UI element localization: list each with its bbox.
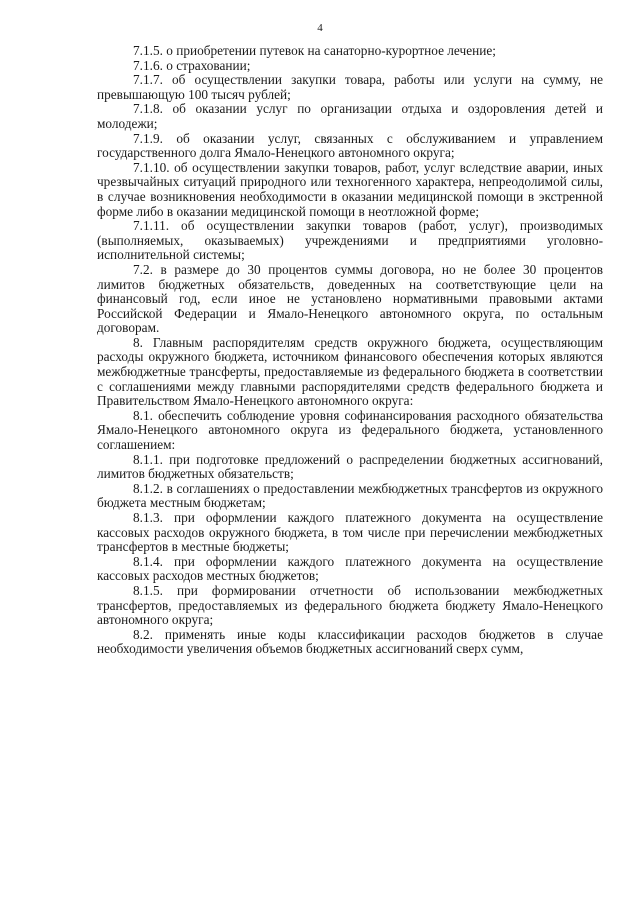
document-body <box>97 44 603 657</box>
paragraph-7-1-7: 7.1.7. об осуществлении закупки товара, работы или услуги на сумму, не превышающую 100 тысяч рублей; <box>97 72 603 102</box>
paragraph-8: 8. Главным распорядителям средств окружного бюджета, осуществляющим расходы окружного бюджета, источником финансового обеспечения которых являются межбюджетные трансферты, предоставляемые из федерального бюджета в соответствии с соглашениями между главными распорядителями средств федерального бюджета и Правительством Ямало-Ненецкого автономного округа: <box>97 334 603 409</box>
paragraph-8-1-5: 8.1.5. при формировании отчетности об использовании межбюджетных трансфертов, предоставляемых из федерального бюджета бюджету Ямало-Ненецкого автономного округа; <box>97 582 603 628</box>
paragraph-7-1-8: 7.1.8. об оказании услуг по организации отдыха и оздоровления детей и молодежи; <box>97 101 603 131</box>
page-number: 4 <box>317 22 323 34</box>
paragraph-8-1-2: 8.1.2. в соглашениях о предоставлении межбюджетных трансфертов из окружного бюджета местным бюджетам; <box>97 480 603 511</box>
paragraph-7-2: 7.2. в размере до 30 процентов суммы договора, но не более 30 процентов лимитов бюджетных обязательств, доведенных на соответствующие цели на финансовый год, если иное не установлено нормативными правовыми актами Российской Федерации и Ямало-Ненецкого автономного округа, по остальным договорам. <box>97 261 603 336</box>
paragraph-8-2: 8.2. применять иные коды классификации расходов бюджетов в случае необходимости увеличения объемов бюджетных ассигнований сверх сумм, <box>97 626 603 657</box>
paragraph-7-1-11: 7.1.11. об осуществлении закупки товаров (работ, услуг), производимых (выполняемых, оказываемых) учреждениями и предприятиями уголовно-исполнительной системы; <box>97 218 603 263</box>
paragraph-8-1-1: 8.1.1. при подготовке предложений о распределении бюджетных ассигнований, лимитов бюджетных обязательств; <box>97 451 603 482</box>
paragraph-8-1: 8.1. обеспечить соблюдение уровня софинансирования расходного обязательства Ямало-Ненецкого автономного округа из федерального бюджета, установленного соглашением: <box>97 407 603 453</box>
paragraph-7-1-5: 7.1.5. о приобретении путевок на санаторно-курортное лечение; <box>133 43 496 58</box>
paragraph-7-1-9: 7.1.9. об оказании услуг, связанных с обслуживанием и управлением государственного долга Ямало-Ненецкого автономного округа; <box>97 130 603 161</box>
paragraph-7-1-10: 7.1.10. об осуществлении закупки товаров, работ, услуг вследствие аварии, иных чрезвычайных ситуаций природного или техногенного характера, непреодолимой силы, в случае возникновения необходимости в оказании медицинской помощи в экстренной форме либо в оказании медицинской помощи в неотложной форме; <box>97 159 603 219</box>
paragraph-8-1-4: 8.1.4. при оформлении каждого платежного документа на осуществление кассовых расходов местных бюджетов; <box>97 553 603 584</box>
paragraph-7-1-6: 7.1.6. о страховании; <box>133 57 251 73</box>
paragraph-8-1-3: 8.1.3. при оформлении каждого платежного документа на осуществление кассовых расходов окружного бюджета, в том числе при перечислении межбюджетных трансфертов в местные бюджеты; <box>97 510 603 555</box>
